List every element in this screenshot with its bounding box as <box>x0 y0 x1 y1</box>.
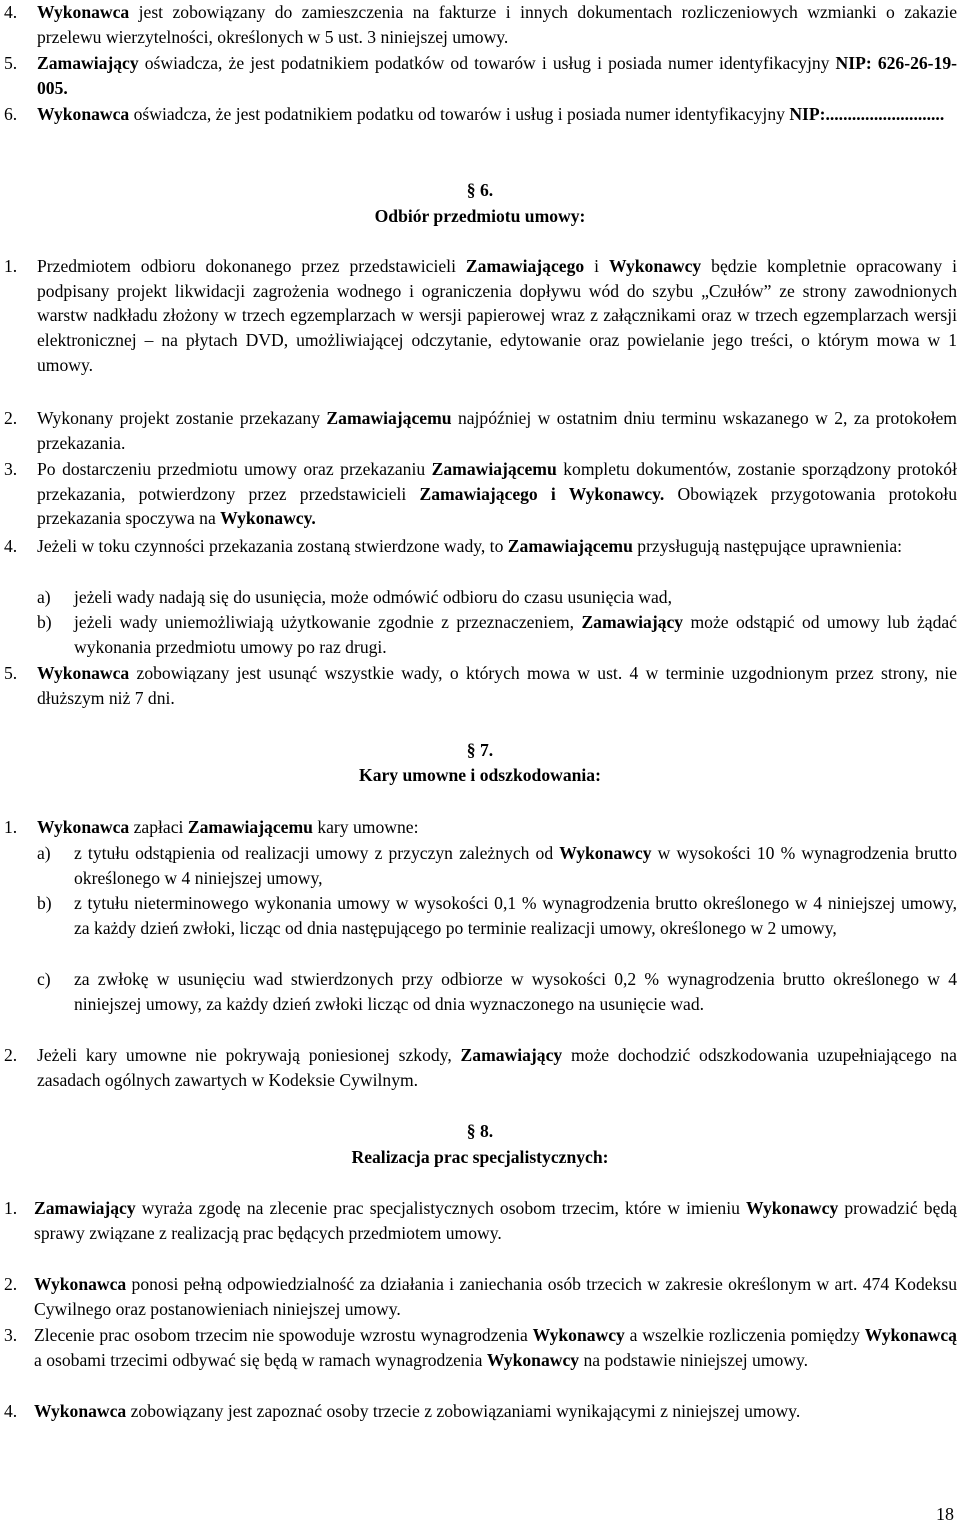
item-number: 5. <box>4 53 18 73</box>
item-number: 2. <box>4 1045 18 1065</box>
clause-item <box>4 102 957 127</box>
clause-item <box>4 815 957 840</box>
sub-item-label: b) <box>37 893 52 913</box>
clause-item <box>4 1043 957 1092</box>
item-number: 6. <box>4 104 18 124</box>
paragraph-sign-icon: § <box>466 180 476 200</box>
item-number: 4. <box>4 536 18 556</box>
clause-item <box>4 1323 957 1372</box>
sub-item-text: jeżeli wady nadają się do usunięcia, może odmówić odbioru do czasu usunięcia wad, <box>74 587 672 607</box>
clause-item <box>4 51 957 100</box>
sub-item <box>37 610 957 659</box>
item-text: Jeżeli kary umowne nie pokrywają poniesionej szkody, Zamawiający może dochodzić odszkodowania uzupełniającego na zasadach ogólnych zawartych w Kodeksie Cywilnym. <box>37 1045 957 1090</box>
clause-item <box>4 661 957 710</box>
item-text: Zamawiający wyraża zgodę na zlecenie prac specjalistycznych osobom trzecim, które w imieniu Wykonawcy prowadzić będą sprawy związane z realizacją prac będących przedmiotem umowy. <box>34 1198 957 1243</box>
item-text: Zamawiający oświadcza, że jest podatnikiem podatków od towarów i usług i posiada numer identyfikacyjny NIP: 626-26-19-005. <box>37 53 957 98</box>
clause-item <box>4 406 957 455</box>
item-number: 4. <box>4 1401 18 1421</box>
page-number: 18 <box>936 1504 954 1524</box>
section-number: § 8. <box>466 1121 494 1141</box>
sub-item-label: c) <box>37 969 51 989</box>
clause-item <box>4 1196 957 1245</box>
item-number: 1. <box>4 256 18 276</box>
item-number: 2. <box>4 1274 18 1294</box>
sub-item <box>37 967 957 1016</box>
sub-item-text: z tytułu nieterminowego wykonania umowy w wysokości 0,1 % wynagrodzenia brutto określonego w 4 niniejszej umowy, za każdy dzień zwłoki, licząc od dnia następującego po terminie realizacji umowy, określonego w 2 umowy, <box>74 893 957 938</box>
clause-item <box>4 254 957 378</box>
item-text: Jeżeli w toku czynności przekazania zostaną stwierdzone wady, to Zamawiającemu przysługują następujące uprawnienia: <box>37 536 903 556</box>
clause-item <box>4 534 957 559</box>
item-text: Wykonawca zapłaci Zamawiającemu kary umowne: <box>37 817 419 837</box>
clause-item <box>4 0 957 49</box>
item-number: 2. <box>4 408 18 428</box>
item-number: 4. <box>4 2 18 22</box>
section-number: § 6. <box>466 180 494 200</box>
sub-item <box>37 891 957 940</box>
item-text: Wykonawca jest zobowiązany do zamieszczenia na fakturze i innych dokumentach rozliczeniowych wzmianki o zakazie przelewu wierzytelności, określonych w 5 ust. 3 niniejszej umowy. <box>37 2 957 47</box>
item-number: 3. <box>4 459 18 479</box>
section-title: Odbiór przedmiotu umowy: <box>374 206 586 226</box>
clause-item <box>4 1399 957 1424</box>
item-number: 1. <box>4 1198 18 1218</box>
item-text: Wykonawca oświadcza, że jest podatnikiem podatku od towarów i usług i posiada numer identyfikacyjny NIP:........................... <box>37 104 945 124</box>
item-text: Wykonawca ponosi pełną odpowiedzialność za działania i zaniechania osób trzecich w zakresie określonym w art. 474 Kodeksu Cywilnego oraz postanowieniach niniejszej umowy. <box>34 1274 957 1319</box>
item-text: Wykonany projekt zostanie przekazany Zamawiającemu najpóźniej w ostatnim dniu terminu wskazanego w 2, za protokołem przekazania. <box>37 408 957 453</box>
item-text: Wykonawca zobowiązany jest usunąć wszystkie wady, o których mowa w ust. 4 w terminie uzgodnionym przez strony, nie dłuższym niż 7 dni. <box>37 663 957 708</box>
sub-item-text: za zwłokę w usunięciu wad stwierdzonych przy odbiorze w wysokości 0,2 % wynagrodzenia brutto określonego w 4 niniejszej umowy, za każdy dzień zwłoki licząc od dnia wyznaczonego na usunięcie wad. <box>74 969 957 1014</box>
item-text: Zlecenie prac osobom trzecim nie spowoduje wzrostu wynagrodzenia Wykonawcy a wszelkie rozliczenia pomiędzy Wykonawcą a osobami trzecimi odbywać się będą w ramach wynagrodzenia Wykonawcy na podstawie niniejszej umowy. <box>34 1325 957 1370</box>
item-text: Wykonawca zobowiązany jest zapoznać osoby trzecie z zobowiązaniami wynikającymi z niniejszej umowy. <box>34 1401 801 1421</box>
section-title: Kary umowne i odszkodowania: <box>359 765 601 785</box>
item-number: 5. <box>4 663 18 683</box>
section-number: § 7. <box>466 740 494 760</box>
sub-item <box>37 585 957 610</box>
sub-item <box>37 841 957 890</box>
sub-item-label: b) <box>37 612 52 632</box>
item-number: 3. <box>4 1325 18 1345</box>
item-number: 1. <box>4 817 18 837</box>
item-text: Przedmiotem odbioru dokonanego przez przedstawicieli Zamawiającego i Wykonawcy będzie kompletnie opracowany i podpisany projekt likwidacji zagrożenia wodnego i ograniczenia dopływu wód do szybu „Czułów” ze strony zawodnionych warstw nadkładu złożony w trzech egzemplarzach w wersji papierowej wraz z załącznikami oraz w trzech egzemplarzach wersji elektronicznej – na płytach DVD, umożliwiającej odczytanie, edytowanie oraz powielanie jego treści, o którym mowa w 1 umowy. <box>37 256 957 375</box>
clause-item <box>4 457 957 531</box>
item-text: Po dostarczeniu przedmiotu umowy oraz przekazaniu Zamawiającemu kompletu dokumentów, zostanie sporządzony protokół przekazania, potwierdzony przez przedstawicieli Zamawiającego i Wykonawcy. Obowiązek przygotowania protokołu przekazania spoczywa na Wykonawcy. <box>37 459 957 529</box>
paragraph-sign-icon: § <box>466 740 476 760</box>
sub-item-text: z tytułu odstąpienia od realizacji umowy z przyczyn zależnych od Wykonawcy w wysokości 10 % wynagrodzenia brutto określonego w 4 niniejszej umowy, <box>74 843 957 888</box>
sub-item-label: a) <box>37 587 51 607</box>
section-title: Realizacja prac specjalistycznych: <box>351 1147 609 1167</box>
clause-item <box>4 1272 957 1321</box>
sub-item-label: a) <box>37 843 51 863</box>
sub-item-text: jeżeli wady uniemożliwiają użytkowanie zgodnie z przeznaczeniem, Zamawiający może odstąpić od umowy lub żądać wykonania przedmiotu umowy po raz drugi. <box>74 612 957 657</box>
paragraph-sign-icon: § <box>466 1121 476 1141</box>
